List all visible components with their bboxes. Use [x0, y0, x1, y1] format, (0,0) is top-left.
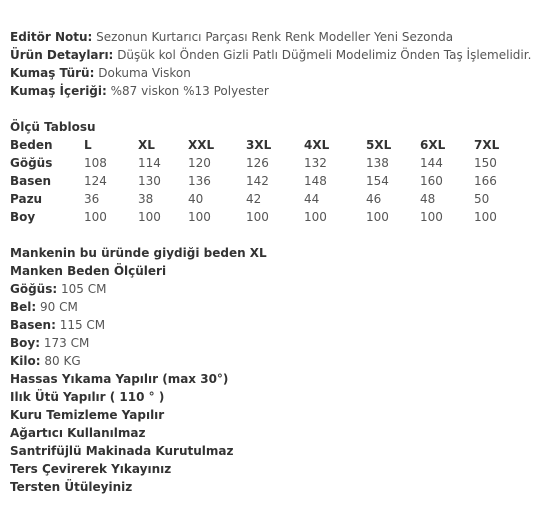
fabric-content [10, 82, 269, 100]
care-instruction: Kuru Temizleme Yapılır [10, 408, 165, 422]
size-header-cell: 7XL [474, 138, 500, 152]
table-cell: 166 [474, 174, 497, 188]
row-label: Göğüs [10, 156, 53, 170]
table-cell: 40 [188, 192, 204, 206]
table-cell: 132 [304, 156, 327, 170]
row-label: Basen [10, 174, 52, 188]
table-cell: 38 [138, 192, 154, 206]
table-cell: 160 [420, 174, 443, 188]
care-instruction: Ağartıcı Kullanılmaz [10, 426, 146, 440]
table-cell: 50 [474, 192, 490, 206]
care-instruction: Tersten Ütüleyiniz [10, 480, 133, 494]
editor-note-value: Sezonun Kurtarıcı Parçası Renk Renk Modeller Yeni Sezonda [96, 30, 454, 44]
size-header-cell: 5XL [366, 138, 392, 152]
table-cell: 46 [366, 192, 382, 206]
table-cell: 150 [474, 156, 497, 170]
product-details-label: Ürün Detayları: [10, 48, 114, 62]
size-table-title: Ölçü Tablosu [10, 120, 96, 134]
model-measurement-hip [10, 316, 105, 334]
table-row [10, 154, 555, 172]
size-header-cell: XL [138, 138, 155, 152]
table-cell: 44 [304, 192, 320, 206]
table-cell: 120 [188, 156, 211, 170]
size-header-cell: 3XL [246, 138, 272, 152]
product-details [10, 46, 531, 64]
table-cell: 148 [304, 174, 327, 188]
table-cell: 100 [366, 210, 389, 224]
measurement-label: Bel: [10, 300, 37, 314]
fabric-type-value: Dokuma Viskon [98, 66, 191, 80]
measurement-label: Boy: [10, 336, 41, 350]
measurement-value: 105 CM [61, 282, 107, 296]
fabric-content-value: %87 viskon %13 Polyester [110, 84, 269, 98]
model-measurement-weight [10, 352, 81, 370]
care-instruction: Ters Çevirerek Yıkayınız [10, 462, 172, 476]
size-table-header-row [10, 136, 555, 154]
table-cell: 100 [246, 210, 269, 224]
table-cell: 100 [188, 210, 211, 224]
table-cell: 138 [366, 156, 389, 170]
measurement-value: 90 CM [40, 300, 78, 314]
measurement-label: Kilo: [10, 354, 41, 368]
table-cell: 36 [84, 192, 100, 206]
editor-note-label: Editör Notu: [10, 30, 93, 44]
table-cell: 100 [84, 210, 107, 224]
table-cell: 136 [188, 174, 211, 188]
table-cell: 108 [84, 156, 107, 170]
table-cell: 100 [474, 210, 497, 224]
fabric-content-label: Kumaş İçeriği: [10, 84, 107, 98]
table-cell: 154 [366, 174, 389, 188]
measurement-value: 115 CM [59, 318, 106, 332]
model-measurement-waist [10, 298, 78, 316]
product-details-value: Düşük kol Önden Gizli Patlı Düğmeli Modelimiz Önden Taş İşlemelidir. [117, 48, 532, 62]
table-cell: 142 [246, 174, 269, 188]
table-row [10, 190, 555, 208]
row-label: Boy [10, 210, 36, 224]
table-cell: 100 [138, 210, 161, 224]
measurement-label: Göğüs: [10, 282, 58, 296]
care-instruction: Santrifüjlü Makinada Kurutulmaz [10, 444, 234, 458]
table-cell: 130 [138, 174, 161, 188]
fabric-type-label: Kumaş Türü: [10, 66, 95, 80]
size-header-cell: L [84, 138, 92, 152]
table-cell: 100 [304, 210, 327, 224]
editor-note [10, 28, 453, 46]
table-cell: 124 [84, 174, 107, 188]
care-instruction: Ilık Ütü Yapılır ( 110 ° ) [10, 390, 165, 404]
model-size-note: Mankenin bu üründe giydiği beden XL [10, 246, 267, 260]
size-table-corner: Beden [10, 138, 53, 152]
table-cell: 144 [420, 156, 443, 170]
table-cell: 42 [246, 192, 262, 206]
table-cell: 48 [420, 192, 436, 206]
size-header-cell: 4XL [304, 138, 330, 152]
model-measurements-title: Manken Beden Ölçüleri [10, 264, 167, 278]
measurement-label: Basen: [10, 318, 56, 332]
table-cell: 100 [420, 210, 443, 224]
fabric-type [10, 64, 191, 82]
care-instruction: Hassas Yıkama Yapılır (max 30°) [10, 372, 229, 386]
table-row [10, 172, 555, 190]
table-row [10, 208, 555, 226]
size-header-cell: XXL [188, 138, 215, 152]
measurement-value: 80 KG [44, 354, 81, 368]
model-measurement-height [10, 334, 89, 352]
model-measurement-chest [10, 280, 106, 298]
table-cell: 126 [246, 156, 269, 170]
measurement-value: 173 CM [43, 336, 90, 350]
size-header-cell: 6XL [420, 138, 446, 152]
row-label: Pazu [10, 192, 43, 206]
table-cell: 114 [138, 156, 161, 170]
